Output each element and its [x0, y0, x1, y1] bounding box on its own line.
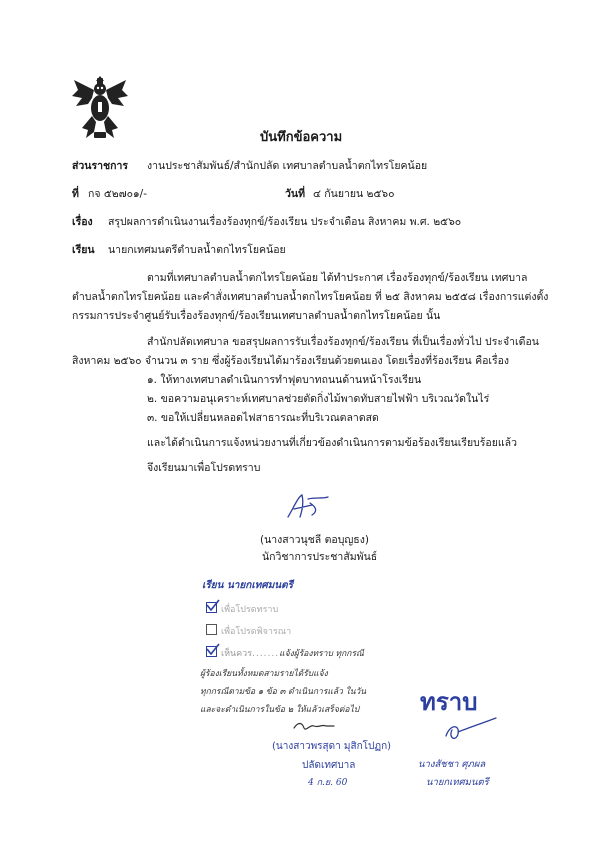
paragraph-3: และได้ดำเนินการแจ้งหน่วยงานที่เกี่ยวข้องดำเนินการตามข้อร้องเรียนเรียบร้อยแล้ว	[147, 437, 517, 449]
checkbox-2-label: เพื่อโปรดพิจารณา	[221, 627, 292, 637]
signature-1-name: (นางสาวนุชลี ตอบุญธง)	[260, 534, 369, 546]
department-label: ส่วนราชการ	[72, 160, 129, 172]
memo-title: บันทึกข้อความ	[260, 130, 343, 145]
reference-label: ที่	[72, 188, 79, 200]
checkbox-icon	[206, 624, 217, 635]
date-value: ๔ กันยายน ๒๕๖๐	[313, 188, 395, 200]
acknowledge-mark: ทราบ	[420, 688, 478, 716]
paragraph-2-line: สำนักปลัดเทศบาล ขอสรุปผลการรับเรื่องร้องทุกข์/ร้องเรียน ที่เป็นเรื่องทั่วไป ประจำเดือน	[147, 336, 539, 348]
handwritten-note-line: ผู้ร้องเรียนทั้งหมดสามรายได้รับแจ้ง	[200, 669, 328, 679]
paragraph-2-line: สิงหาคม ๒๕๖๐ จำนวน ๓ ราย ซึ่งผู้ร้องเรียนได้มาร้องเรียนด้วยตนเอง โดยเรื่องที่ร้องเรียน คือเรื่อง	[72, 355, 510, 367]
signature-2-date: 4 ก.ย. 60	[308, 778, 348, 788]
signature-1-scribble	[282, 493, 332, 521]
signature-2-name: (นางสาวพรสุดา มุสิกโปฏก)	[272, 741, 392, 752]
signature-3-position: นายกเทศมนตรี	[426, 777, 489, 788]
checkbox-1-label: เพื่อโปรดทราบ	[221, 605, 279, 615]
closing-line: จึงเรียนมาเพื่อโปรดทราบ	[147, 462, 261, 474]
signature-2-scribble	[292, 718, 336, 734]
signature-2-position: ปลัดเทศบาล	[302, 760, 356, 771]
paragraph-1-line: ตำบลน้ำตกไทรโยคน้อย และคำสั่งเทศบาลตำบลน้ำตกไทรโยคน้อย ที่ ๒๕ สิงหาคม ๒๕๕๘ เรื่องการแต่งตั้ง	[72, 291, 549, 303]
complaint-item: ๒. ขอความอนุเคราะห์เทศบาลช่วยตัดกิ่งไม้พาดทับสายไฟฟ้า บริเวณวัดในไร่	[147, 393, 490, 405]
note-addressee: เรียน นายกเทศมนตรี	[202, 580, 293, 591]
check-mark-icon	[206, 643, 220, 655]
paragraph-1-line: ตามที่เทศบาลตำบลน้ำตกไทรโยคน้อย ได้ทำประกาศ เรื่องร้องทุกข์/ร้องเรียน เทศบาล	[147, 272, 528, 284]
addressee-value: นายกเทศมนตรีตำบลน้ำตกไทรโยคน้อย	[108, 244, 286, 256]
handwritten-note-line: และจะดำเนินการในข้อ ๒ ให้แล้วเสร็จต่อไป	[200, 705, 360, 715]
signature-3-name: นางสัชชา ศุภผล	[418, 759, 486, 770]
subject-label: เรื่อง	[72, 216, 93, 228]
complaint-item: ๓. ขอให้เปลี่ยนหลอดไฟสาธารณะที่บริเวณตลาดสด	[147, 412, 379, 424]
paragraph-1-line: กรรมการประจำศูนย์รับเรื่องร้องทุกข์/ร้องเรียนเทศบาลตำบลน้ำตกไทรโยคน้อย นั้น	[72, 310, 441, 322]
handwritten-note-line: ทุกกรณีตามข้อ ๑ ข้อ ๓ ดำเนินการแล้ว ในวัน	[200, 687, 367, 697]
reference-value: กจ ๕๒๗๐๑/-	[88, 188, 148, 200]
subject-value: สรุปผลการดำเนินงานเรื่องร้องทุกข์/ร้องเรียน ประจำเดือน สิงหาคม พ.ศ. ๒๕๖๐	[108, 216, 462, 228]
check-mark-icon	[206, 599, 220, 611]
department-value: งานประชาสัมพันธ์/สำนักปลัด เทศบาลตำบลน้ำตกไทรโยคน้อย	[147, 160, 428, 172]
checkbox-3-label: เห็นควร	[221, 649, 253, 659]
signature-3-scribble	[440, 714, 500, 744]
addressee-label: เรียน	[72, 244, 95, 256]
note-checkbox-row: เห็นควร.......แจ้งผู้ร้องทราบ ทุกกรณี	[206, 646, 364, 660]
note-checkbox-row	[206, 624, 291, 638]
complaint-item: ๑. ให้ทางเทศบาลดำเนินการทำฟุตบาทถนนด้านหน้าโรงเรียน	[147, 374, 422, 386]
garuda-emblem-icon	[72, 76, 128, 140]
date-label: วันที่	[285, 188, 305, 200]
signature-1-position: นักวิชาการประชาสัมพันธ์	[262, 551, 378, 563]
checkbox-3-note: แจ้งผู้ร้องทราบ ทุกกรณี	[279, 649, 364, 659]
